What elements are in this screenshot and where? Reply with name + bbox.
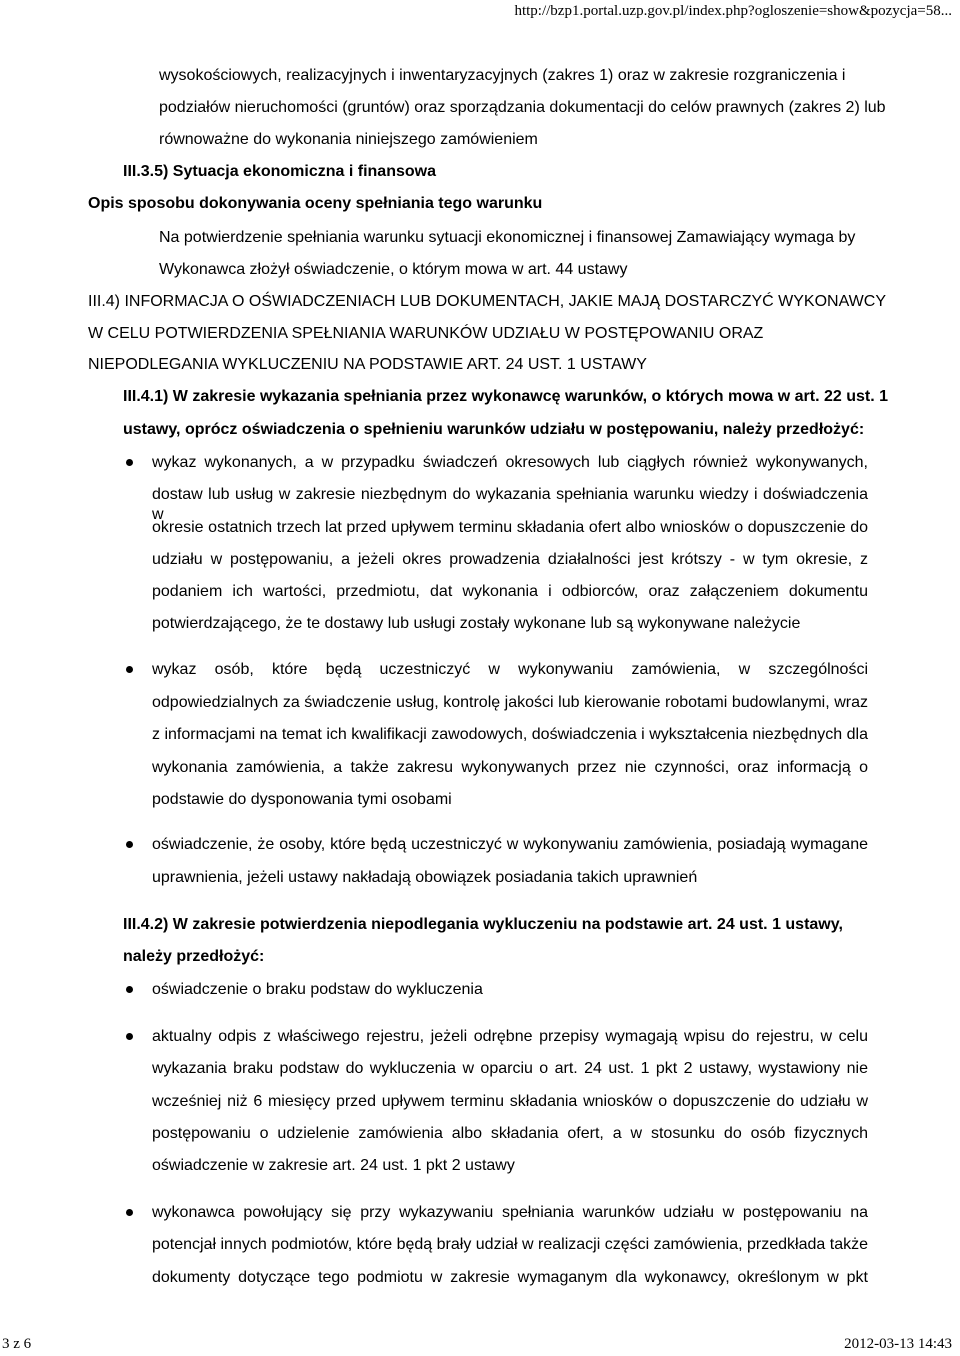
list-item-line: aktualny odpis z właściwego rejestru, jeżeli odrębne przepisy wymagają wpisu do rejestru, w celu bbox=[152, 1028, 868, 1045]
intro-line: wysokościowych, realizacyjnych i inwentaryzacyjnych (zakres 1) oraz w zakresie rozgraniczenia i bbox=[159, 67, 846, 84]
list-item-line: wykaz wykonanych, a w przypadku świadczeń okresowych lub ciągłych również wykonywanych, bbox=[152, 454, 868, 471]
intro-line: równoważne do wykonania niniejszego zamówieniem bbox=[159, 131, 538, 148]
section-heading-caps: W CELU POTWIERDZENIA SPEŁNIANIA WARUNKÓW UDZIAŁU W POSTĘPOWANIU ORAZ bbox=[88, 325, 764, 342]
list-item-line: wykonania zamówienia, a także zakresu wykonywanych przez nie czynności, oraz informacją o bbox=[152, 759, 868, 776]
list-item-line: postępowaniu o udzielenie zamówienia albo składania ofert, a w stosunku do osób fizycznych bbox=[152, 1125, 868, 1142]
list-item-line: wcześniej niż 6 miesięcy przed upływem terminu składania wniosków o dopuszczenie do udziału w bbox=[152, 1093, 868, 1110]
section-heading: III.4.1) W zakresie wykazania spełniania przez wykonawcę warunków, o których mowa w art. 22 ust. 1 bbox=[123, 388, 889, 405]
bullet-marker bbox=[126, 1033, 133, 1040]
intro-line: podziałów nieruchomości (gruntów) oraz sporządzania dokumentacji do celów prawnych (zakres 2) lub bbox=[159, 99, 886, 116]
section-heading-caps: NIEPODLEGANIA WYKLUCZENIU NA PODSTAWIE ART. 24 UST. 1 USTAWY bbox=[88, 356, 647, 373]
bullet-marker bbox=[126, 986, 133, 993]
list-item-line: podstawie do dysponowania tymi osobami bbox=[152, 791, 452, 808]
bullet-marker bbox=[126, 459, 133, 466]
section-heading-caps: III.4) INFORMACJA O OŚWIADCZENIACH LUB DOKUMENTACH, JAKIE MAJĄ DOSTARCZYĆ WYKONAWCY bbox=[88, 293, 886, 310]
list-item-line: okresie ostatnich trzech lat przed upływem terminu składania ofert albo wniosków o dopuszczenie do bbox=[152, 519, 868, 536]
list-item-line: oświadczenie w zakresie art. 24 ust. 1 pkt 2 ustawy bbox=[152, 1157, 515, 1174]
list-item-line: wykonawca powołujący się przy wykazywaniu spełniania warunków udziału w postępowaniu na bbox=[152, 1204, 868, 1221]
bullet-marker bbox=[126, 841, 133, 848]
section-heading: ustawy, oprócz oświadczenia o spełnieniu warunków udziału w postępowaniu, należy przedłożyć: bbox=[123, 421, 865, 438]
section-subheading: Opis sposobu dokonywania oceny spełniania tego warunku bbox=[88, 195, 543, 212]
list-item-line: oświadczenie o braku podstaw do wykluczenia bbox=[152, 981, 483, 998]
section-heading: III.3.5) Sytuacja ekonomiczna i finansowa bbox=[123, 163, 436, 180]
page-number: 3 z 6 bbox=[2, 1336, 32, 1352]
list-item-line: oświadczenie, że osoby, które będą uczestniczyć w wykonywaniu zamówienia, posiadają wymagane bbox=[152, 836, 868, 853]
list-item-line: wykazania braku podstaw do wykluczenia w oparciu o art. 24 ust. 1 pkt 2 ustawy, wystawiony nie bbox=[152, 1060, 868, 1077]
list-item-line: z informacjami na temat ich kwalifikacji zawodowych, doświadczenia i wykształcenia niezbędnych dla bbox=[152, 726, 868, 743]
section-heading: należy przedłożyć: bbox=[123, 948, 265, 965]
list-item-line: uprawnienia, jeżeli ustawy nakładają obowiązek posiadania takich uprawnień bbox=[152, 869, 698, 886]
page-url-header: http://bzp1.portal.uzp.gov.pl/index.php?ogloszenie=show&pozycja=58... bbox=[514, 3, 952, 19]
paragraph-line: Na potwierdzenie spełniania warunku sytuacji ekonomicznej i finansowej Zamawiający wymaga by bbox=[159, 229, 856, 246]
list-item-line: wykaz osób, które będą uczestniczyć w wykonywaniu zamówienia, w szczególności bbox=[152, 661, 868, 678]
list-item-line: podaniem ich wartości, przedmiotu, dat wykonania i odbiorców, oraz załączeniem dokumentu bbox=[152, 583, 868, 600]
bullet-marker bbox=[126, 1209, 133, 1216]
list-item-line: potwierdzającego, że te dostawy lub usługi zostały wykonane lub są wykonywane należycie bbox=[152, 615, 801, 632]
print-datetime: 2012-03-13 14:43 bbox=[844, 1336, 952, 1352]
list-item-line: dokumenty dotyczące tego podmiotu w zakresie wymaganym dla wykonawcy, określonym w pkt bbox=[152, 1269, 868, 1286]
list-item-line: udziału w postępowaniu, a jeżeli okres prowadzenia działalności jest krótszy - w tym okresie, z bbox=[152, 551, 868, 568]
bullet-marker bbox=[126, 666, 133, 673]
section-heading: III.4.2) W zakresie potwierdzenia niepodlegania wykluczeniu na podstawie art. 24 ust. 1 ustawy, bbox=[123, 916, 843, 933]
list-item-line: odpowiedzialnych za świadczenie usług, kontrolę jakości lub kierowanie robotami budowlanymi, wraz bbox=[152, 694, 868, 711]
list-item-line: potencjał innych podmiotów, które będą brały udział w realizacji części zamówienia, przedkłada także bbox=[152, 1236, 868, 1253]
paragraph-line: Wykonawca złożył oświadczenie, o którym mowa w art. 44 ustawy bbox=[159, 261, 628, 278]
list-item-line: dostaw lub usług w zakresie niezbędnym do wykazania spełniania warunku wiedzy i doświadczenia w bbox=[152, 486, 868, 523]
